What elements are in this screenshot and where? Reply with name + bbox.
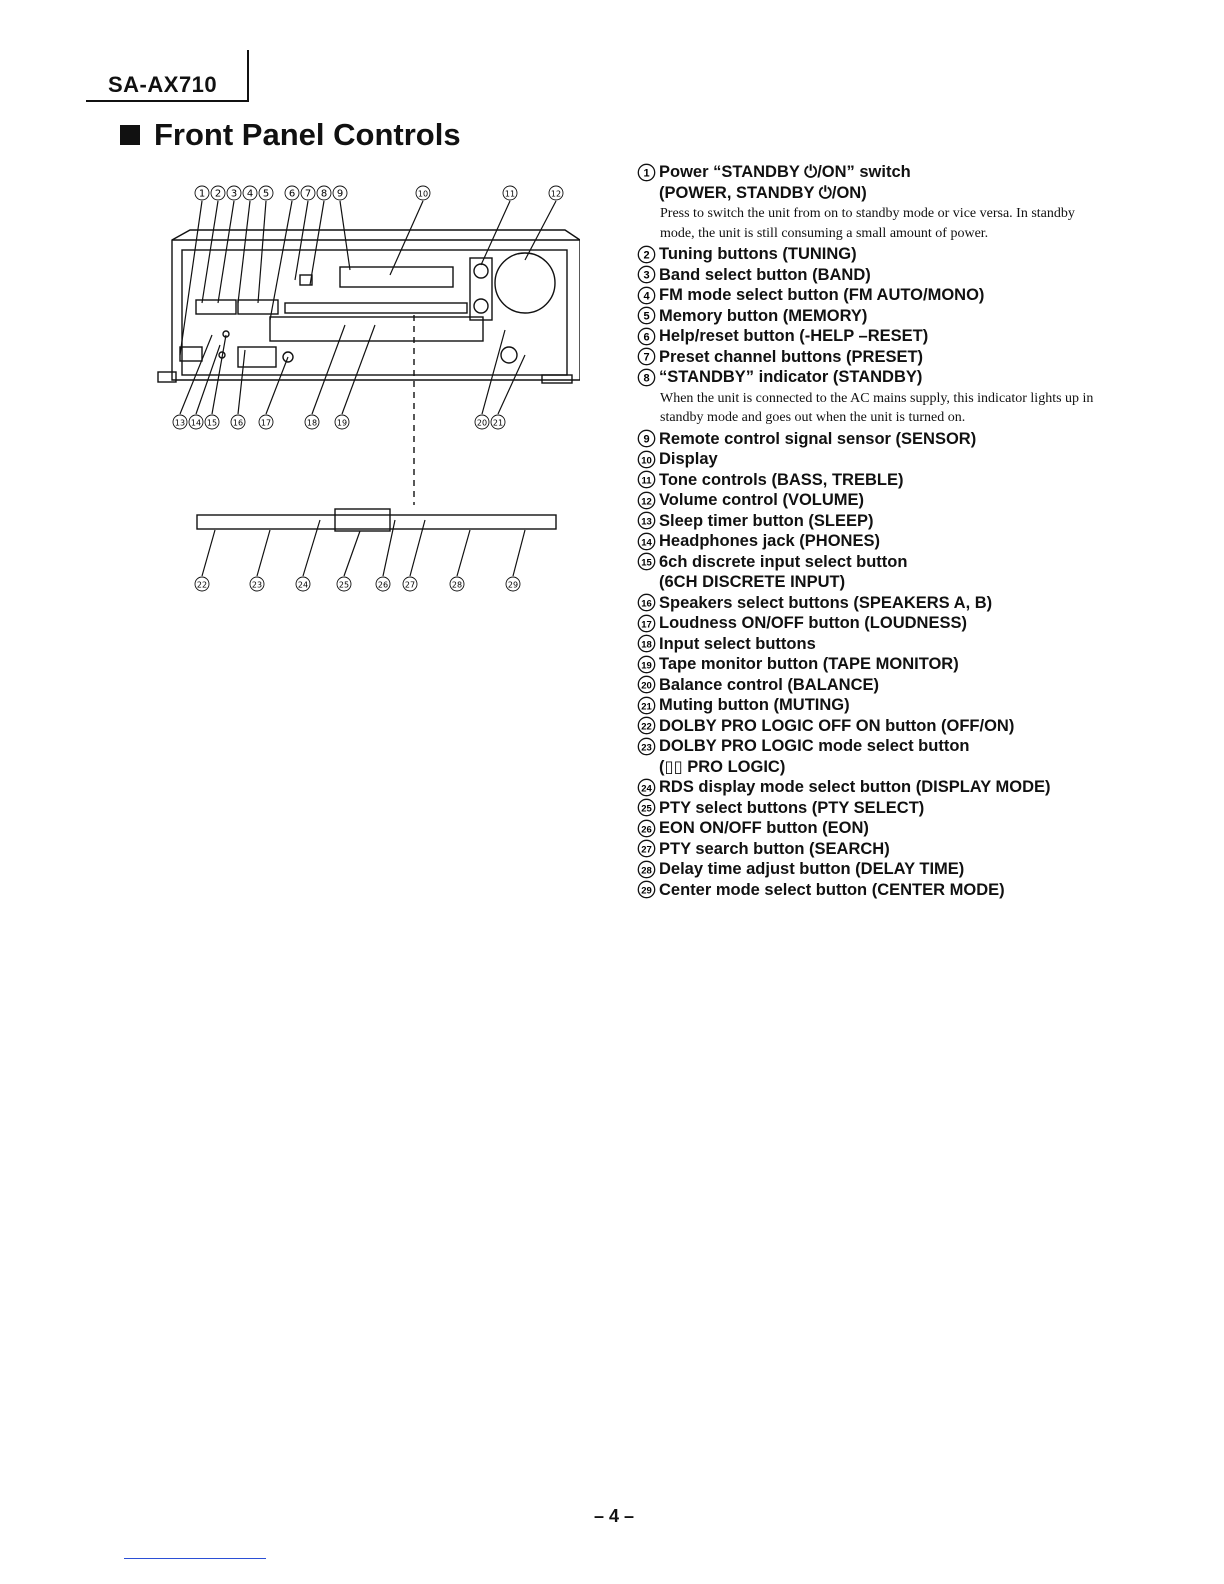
svg-text:3: 3: [230, 188, 238, 200]
circled-number-icon: [637, 654, 659, 675]
control-label: PTY select buttons (PTY SELECT): [659, 798, 925, 817]
control-number: 8: [643, 372, 650, 385]
leader-line: [390, 201, 423, 275]
leader-line: [482, 330, 505, 414]
control-label: Display: [659, 450, 718, 468]
leader-line: [340, 201, 350, 270]
control-label: Band select button (BAND): [659, 265, 871, 284]
leader-line: [180, 201, 202, 355]
header-vertical-rule: [247, 50, 249, 102]
control-number: 29: [641, 885, 652, 897]
control-label: Balance control (BALANCE): [659, 675, 880, 694]
svg-text:29: 29: [507, 580, 519, 590]
control-label: Power “STANDBY ⏻/ON” switch: [659, 163, 911, 181]
control-item: [637, 162, 1107, 203]
control-label: Volume control (VOLUME): [659, 491, 865, 509]
svg-text:28: 28: [451, 580, 463, 590]
callout-top: [285, 186, 299, 200]
control-label: Input select buttons: [659, 634, 816, 653]
svg-text:13: 13: [174, 418, 186, 428]
callout-top: [333, 186, 347, 200]
control-number: 25: [641, 803, 652, 815]
circled-number-icon: [637, 429, 659, 450]
svg-text:7: 7: [304, 188, 312, 200]
leader-line: [270, 201, 292, 320]
callout-bottom: [475, 415, 489, 429]
leader-line: [266, 357, 288, 414]
control-item: [637, 634, 1107, 655]
leader-line: [202, 201, 218, 303]
control-number: 20: [641, 680, 652, 692]
callout-bottom: [189, 415, 203, 429]
callout-top: [243, 186, 257, 200]
control-number: 18: [641, 639, 652, 651]
control-item: [637, 839, 1107, 860]
callout-top: [503, 186, 517, 200]
control-label: EON ON/OFF button (EON): [659, 819, 869, 837]
control-item: [637, 306, 1107, 327]
section-title: Front Panel Controls: [154, 117, 461, 152]
circled-number-icon: [637, 511, 659, 532]
circled-number-icon: [637, 818, 659, 839]
control-item: [637, 613, 1107, 634]
control-item: [637, 818, 1107, 839]
svg-text:11: 11: [504, 189, 516, 199]
callout-bottom: [205, 415, 219, 429]
leader-line: [238, 350, 245, 414]
control-description: When the unit is connected to the AC mains supply, this indicator lights up in standby mode and goes out when the unit is turned on.: [660, 390, 1094, 425]
leader-line: [513, 530, 525, 576]
control-label: Tape monitor button (TAPE MONITOR): [659, 655, 959, 673]
leader-line: [342, 325, 375, 414]
svg-text:23: 23: [251, 580, 263, 590]
circled-number-icon: [637, 634, 659, 655]
circled-number-icon: [637, 613, 659, 634]
circled-number-icon: [637, 265, 659, 286]
callout-panel: [195, 577, 209, 591]
control-label: 6ch discrete input select button: [659, 552, 908, 571]
circled-number-icon: [637, 859, 659, 880]
control-label: Headphones jack (PHONES): [659, 532, 880, 550]
svg-text:21: 21: [492, 418, 504, 428]
callout-panel: [403, 577, 417, 591]
circled-number-icon: [637, 367, 659, 388]
circled-number-icon: [637, 798, 659, 819]
callout-top: [195, 186, 209, 200]
callout-panel: [376, 577, 390, 591]
circled-number-icon: [637, 880, 659, 901]
control-item: [637, 470, 1107, 491]
circled-number-icon: [637, 695, 659, 716]
circled-number-icon: [637, 531, 659, 552]
control-label: Help/reset button (-HELP –RESET): [659, 327, 929, 345]
callout-bottom: [491, 415, 505, 429]
control-item: [637, 490, 1107, 511]
control-number: 27: [641, 844, 652, 856]
control-sublabel: (POWER, STANDBY ⏻/ON): [659, 183, 867, 202]
control-label: DOLBY PRO LOGIC mode select button: [659, 737, 970, 755]
svg-text:26: 26: [377, 580, 389, 590]
control-label: RDS display mode select button (DISPLAY MODE): [659, 778, 1051, 796]
circled-number-icon: [637, 490, 659, 511]
receiver-illustration: [120, 175, 580, 605]
control-item: [637, 654, 1107, 675]
callout-panel: [450, 577, 464, 591]
control-number: 9: [643, 433, 650, 446]
svg-text:1: 1: [198, 188, 206, 200]
control-item: [637, 265, 1107, 286]
control-number: 22: [641, 721, 652, 733]
svg-text:25: 25: [338, 580, 350, 590]
model-number: SA-AX710: [108, 72, 218, 97]
model-header: [86, 50, 248, 102]
svg-text:6: 6: [288, 188, 296, 200]
control-item: [637, 285, 1107, 306]
svg-text:20: 20: [476, 418, 488, 428]
circled-number-icon: [637, 716, 659, 737]
control-number: 16: [641, 598, 652, 610]
svg-text:19: 19: [336, 418, 348, 428]
svg-text:12: 12: [550, 189, 562, 199]
callout-panel: [250, 577, 264, 591]
svg-text:8: 8: [320, 188, 328, 200]
leader-line: [481, 201, 510, 265]
control-number: 6: [643, 331, 650, 344]
circled-number-icon: [637, 675, 659, 696]
circled-number-icon: [637, 162, 659, 183]
control-label: Delay time adjust button (DELAY TIME): [659, 860, 965, 878]
leader-line: [218, 201, 234, 303]
circled-number-icon: [637, 593, 659, 614]
control-label: Loudness ON/OFF button (LOUDNESS): [659, 614, 967, 632]
control-item: [637, 429, 1107, 450]
leader-line: [258, 201, 266, 303]
callout-top: [549, 186, 563, 200]
circled-number-icon: [637, 839, 659, 860]
control-item: [637, 880, 1107, 901]
svg-text:15: 15: [206, 418, 218, 428]
callout-bottom: [335, 415, 349, 429]
page-number: – 4 –: [594, 1506, 635, 1526]
callout-bottom: [259, 415, 273, 429]
control-item: [637, 777, 1107, 798]
control-number: 14: [641, 537, 652, 549]
svg-text:18: 18: [306, 418, 318, 428]
control-item: [637, 675, 1107, 696]
control-number: 17: [641, 619, 652, 631]
control-label: Remote control signal sensor (SENSOR): [659, 429, 977, 448]
callout-bottom: [305, 415, 319, 429]
svg-text:9: 9: [336, 188, 344, 200]
callout-top: [301, 186, 315, 200]
callout-panel: [337, 577, 351, 591]
control-item: [637, 552, 1107, 593]
circled-number-icon: [637, 244, 659, 265]
control-item: [637, 449, 1107, 470]
callout-panel: [506, 577, 520, 591]
circled-number-icon: [637, 347, 659, 368]
control-number: 24: [641, 783, 652, 795]
control-item: [637, 511, 1107, 532]
circled-number-icon: [637, 285, 659, 306]
control-label: Speakers select buttons (SPEAKERS A, B): [659, 593, 993, 612]
control-item: [637, 367, 1107, 388]
bullet-square-icon: [120, 125, 140, 145]
leader-line: [238, 201, 250, 303]
control-description: Press to switch the unit from on to standby mode or vice versa. In standby mode, the unit is still consuming a small amount of power.: [660, 206, 1075, 241]
control-number: 5: [643, 310, 650, 323]
svg-text:2: 2: [214, 188, 222, 200]
circled-number-icon: [637, 777, 659, 798]
control-item: [637, 244, 1107, 265]
control-item: [637, 716, 1107, 737]
control-label: Preset channel buttons (PRESET): [659, 347, 924, 366]
svg-text:24: 24: [297, 580, 309, 590]
svg-text:14: 14: [190, 418, 202, 428]
svg-text:17: 17: [260, 418, 272, 428]
callout-top: [416, 186, 430, 200]
svg-text:27: 27: [404, 580, 416, 590]
control-number: 12: [641, 496, 652, 508]
control-number: 1: [643, 167, 650, 180]
control-label: FM mode select button (FM AUTO/MONO): [659, 286, 985, 304]
control-number: 7: [643, 351, 650, 364]
section-heading: [120, 117, 461, 153]
callout-panel: [296, 577, 310, 591]
circled-number-icon: [637, 449, 659, 470]
front-panel-diagram: [120, 175, 580, 605]
circled-number-icon: [637, 736, 659, 757]
leader-line: [257, 530, 270, 576]
svg-text:16: 16: [232, 418, 244, 428]
control-number: 21: [641, 701, 652, 713]
svg-text:22: 22: [196, 580, 208, 590]
control-label: Tone controls (BASS, TREBLE): [659, 470, 904, 489]
circled-number-icon: [637, 470, 659, 491]
circled-number-icon: [637, 326, 659, 347]
svg-text:5: 5: [262, 188, 270, 200]
controls-list: [637, 162, 1107, 900]
control-label: DOLBY PRO LOGIC OFF ON button (OFF/ON): [659, 716, 1015, 735]
control-label: Sleep timer button (SLEEP): [659, 511, 874, 530]
leader-line: [202, 530, 215, 576]
control-number: 11: [641, 475, 652, 487]
control-item: [637, 736, 1107, 777]
control-item: [637, 695, 1107, 716]
leader-line: [312, 325, 345, 414]
control-label: “STANDBY” indicator (STANDBY): [659, 368, 923, 386]
bottom-rule: [124, 1558, 266, 1559]
control-number: 3: [643, 269, 650, 282]
control-number: 2: [643, 249, 650, 262]
control-label: Memory button (MEMORY): [659, 306, 868, 325]
callout-top: [227, 186, 241, 200]
control-label: Tuning buttons (TUNING): [659, 245, 857, 263]
control-item: [637, 859, 1107, 880]
control-number: 13: [641, 516, 652, 528]
control-item: [637, 531, 1107, 552]
leader-line: [457, 530, 470, 576]
control-number: 10: [641, 455, 652, 467]
circled-number-icon: [637, 306, 659, 327]
header-horizontal-rule: [86, 100, 249, 102]
callout-top: [317, 186, 331, 200]
svg-text:4: 4: [246, 188, 254, 200]
control-item: [637, 347, 1107, 368]
callout-top: [211, 186, 225, 200]
control-number: 26: [641, 824, 652, 836]
control-number: 23: [641, 742, 652, 754]
control-label: Center mode select button (CENTER MODE): [659, 880, 1005, 899]
callout-bottom: [231, 415, 245, 429]
callout-bottom: [173, 415, 187, 429]
control-number: 28: [641, 865, 652, 877]
leader-line: [498, 355, 525, 414]
control-item: [637, 593, 1107, 614]
control-sublabel: (▯▯ PRO LOGIC): [659, 757, 786, 776]
leader-line: [344, 531, 360, 576]
control-sublabel: (6CH DISCRETE INPUT): [659, 573, 846, 591]
control-item: [637, 798, 1107, 819]
control-label: PTY search button (SEARCH): [659, 839, 890, 858]
leader-line: [310, 201, 324, 285]
svg-text:10: 10: [417, 189, 429, 199]
control-item: [637, 326, 1107, 347]
control-number: 15: [641, 557, 652, 569]
control-label: Muting button (MUTING): [659, 696, 850, 714]
callout-top: [259, 186, 273, 200]
control-number: 19: [641, 660, 652, 672]
control-number: 4: [643, 290, 650, 303]
circled-number-icon: [637, 552, 659, 573]
